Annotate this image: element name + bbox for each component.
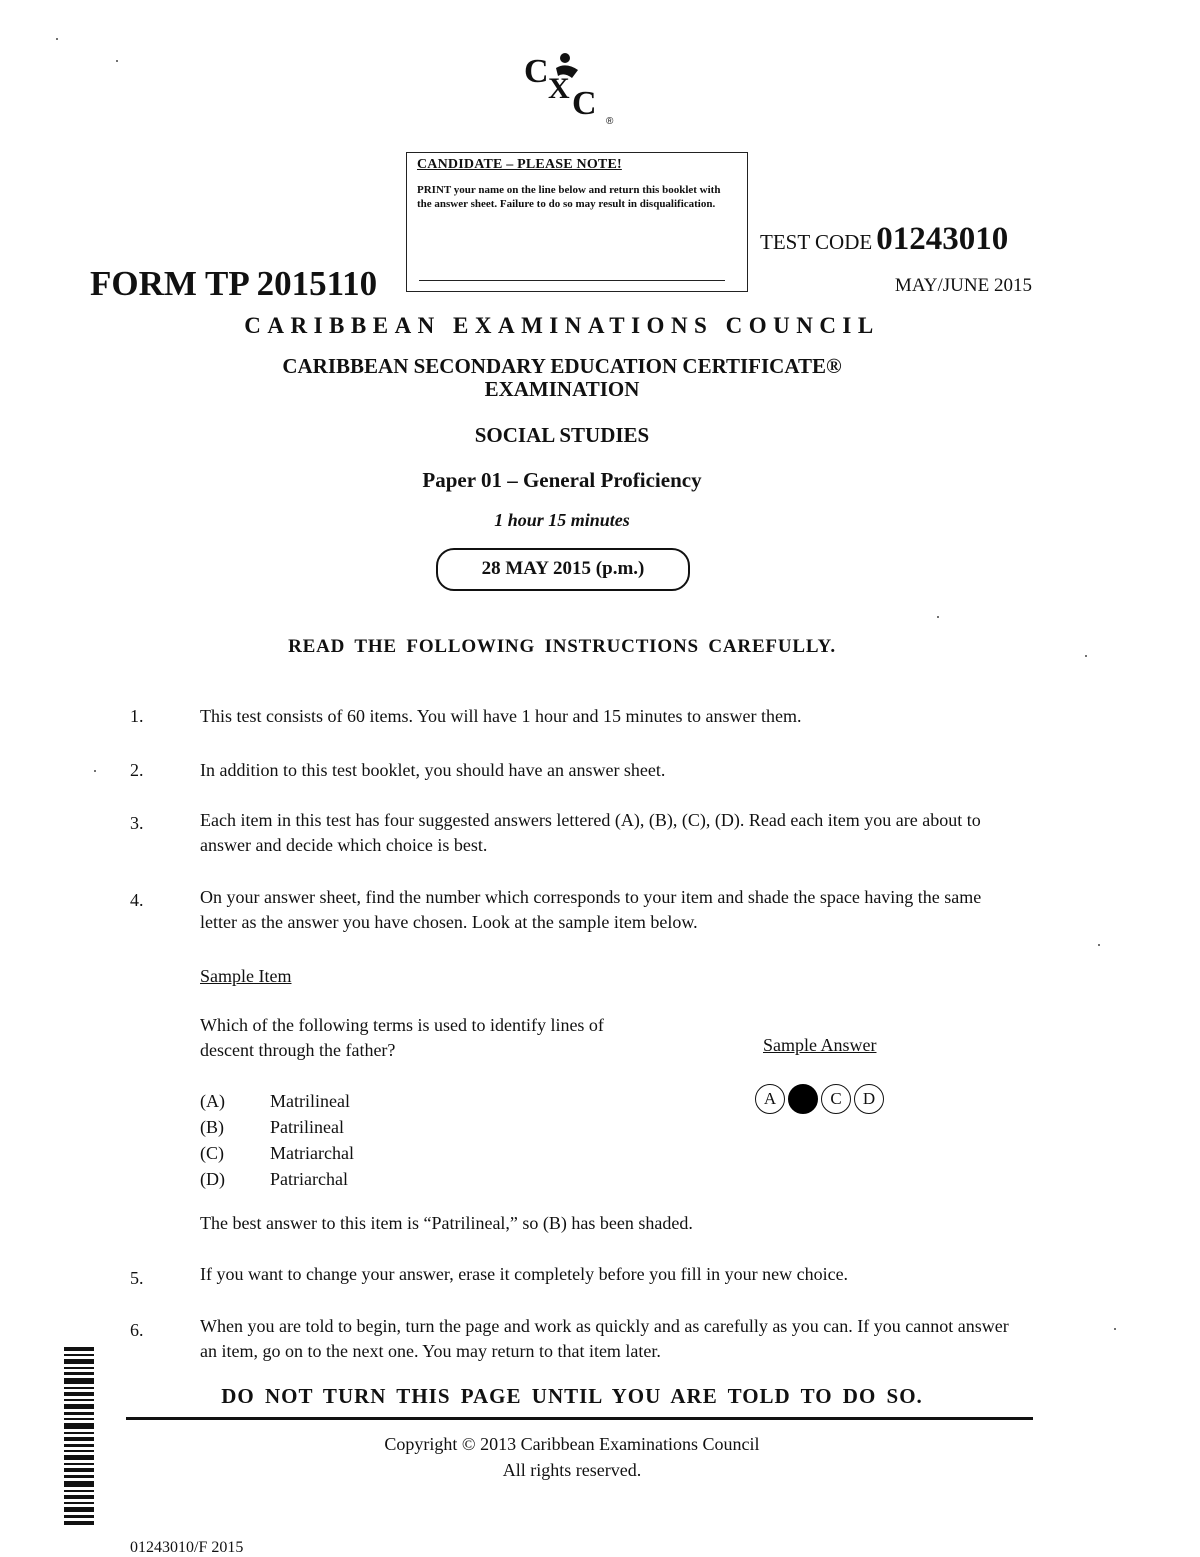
paper-title: Paper 01 – General Proficiency <box>422 468 702 492</box>
notice-heading: CANDIDATE – PLEASE NOTE! <box>417 157 622 172</box>
sample-answer-label: Sample Answer <box>763 1035 877 1055</box>
option-letter: (C) <box>200 1143 224 1163</box>
scan-speck <box>1114 1328 1116 1330</box>
svg-text:X: X <box>548 72 570 105</box>
candidate-notice-box <box>406 152 748 292</box>
exam-session: MAY/JUNE 2015 <box>894 275 1032 296</box>
scan-speck <box>1098 944 1100 946</box>
sample-item-heading: Sample Item <box>200 966 292 986</box>
copyright-line1: Copyright © 2013 Caribbean Examinations Council <box>384 1434 760 1454</box>
option-text: Patrilineal <box>270 1117 344 1137</box>
exam-date: 28 MAY 2015 (p.m.) <box>436 548 690 591</box>
option-text: Patriarchal <box>270 1169 348 1189</box>
instruction-text: This test consists of 60 items. You will have 1 hour and 15 minutes to answer them. <box>200 706 802 726</box>
copyright <box>0 1431 1144 1483</box>
answer-bubble-a: A <box>755 1084 785 1114</box>
test-code <box>760 221 1008 258</box>
test-code-label: TEST CODE <box>760 230 873 254</box>
instructions-heading: READ THE FOLLOWING INSTRUCTIONS CAREFULLY. <box>288 636 836 657</box>
sample-answer-bubbles <box>755 1084 884 1114</box>
scan-speck <box>937 616 939 618</box>
exam-title <box>0 355 1124 401</box>
instruction-number: 6. <box>130 1320 144 1340</box>
cxc-logo <box>520 48 630 128</box>
svg-text:C: C <box>524 53 549 90</box>
option-letter: (B) <box>200 1117 224 1137</box>
instruction-text: Each item in this test has four suggested answers lettered (A), (B), (C), (D). Read each item you are about to answer and decide which choice is best. <box>200 810 981 855</box>
exam-title-line1: CARIBBEAN SECONDARY EDUCATION CERTIFICATE® <box>282 354 842 378</box>
test-code-value: 01243010 <box>876 221 1009 257</box>
barcode-graphic <box>64 1347 94 1525</box>
option-text: Matriarchal <box>270 1143 354 1163</box>
copyright-line2: All rights reserved. <box>502 1460 642 1480</box>
scan-speck <box>1085 655 1087 657</box>
candidate-name-line[interactable] <box>419 280 725 281</box>
do-not-turn-warning: DO NOT TURN THIS PAGE UNTIL YOU ARE TOLD TO DO SO. <box>221 1384 923 1408</box>
instruction-number: 5. <box>130 1268 144 1288</box>
scan-speck <box>56 38 58 40</box>
instruction-text: If you want to change your answer, erase it completely before you fill in your new choice. <box>200 1264 849 1284</box>
council-name: CARIBBEAN EXAMINATIONS COUNCIL <box>244 313 880 338</box>
instruction-number: 2. <box>130 760 144 780</box>
answer-bubble-d: D <box>854 1084 884 1114</box>
exam-duration: 1 hour 15 minutes <box>494 510 630 530</box>
instruction-text: On your answer sheet, find the number which corresponds to your item and shade the space having the same letter as the answer you have chosen. Look at the sample item below. <box>200 887 982 932</box>
divider-rule <box>126 1417 1033 1420</box>
scan-speck <box>116 60 118 62</box>
instruction-text: In addition to this test booklet, you should have an answer sheet. <box>200 760 666 780</box>
cxc-logo-mark <box>520 48 630 128</box>
option-text: Matrilineal <box>270 1091 350 1111</box>
instruction-number: 4. <box>130 890 144 910</box>
option-letter: (D) <box>200 1169 225 1189</box>
svg-text:C: C <box>572 85 597 122</box>
answer-bubble-b-shaded: B <box>788 1084 818 1114</box>
notice-body: PRINT your name on the line below and return this booklet with the answer sheet. Failure to do so may result in disqualification. <box>417 184 721 210</box>
instruction-text: When you are told to begin, turn the page and work as quickly and as carefully as you can. If you cannot answer an item, go on to the next one. You may return to that item later. <box>200 1316 1009 1361</box>
scan-speck <box>94 770 96 772</box>
barcode <box>64 1347 94 1525</box>
form-number: FORM TP 2015110 <box>90 264 378 303</box>
subject-title: SOCIAL STUDIES <box>474 423 650 447</box>
answer-bubble-c: C <box>821 1084 851 1114</box>
instruction-number: 3. <box>130 813 144 833</box>
sample-explanation: The best answer to this item is “Patrilineal,” so (B) has been shaded. <box>200 1213 693 1233</box>
footer-document-code: 01243010/F 2015 <box>130 1539 244 1556</box>
sample-question: Which of the following terms is used to identify lines of descent through the father? <box>200 1015 604 1060</box>
svg-text:®: ® <box>606 116 614 127</box>
exam-title-line2: EXAMINATION <box>484 377 640 401</box>
option-letter: (A) <box>200 1091 225 1111</box>
instruction-number: 1. <box>130 706 144 726</box>
